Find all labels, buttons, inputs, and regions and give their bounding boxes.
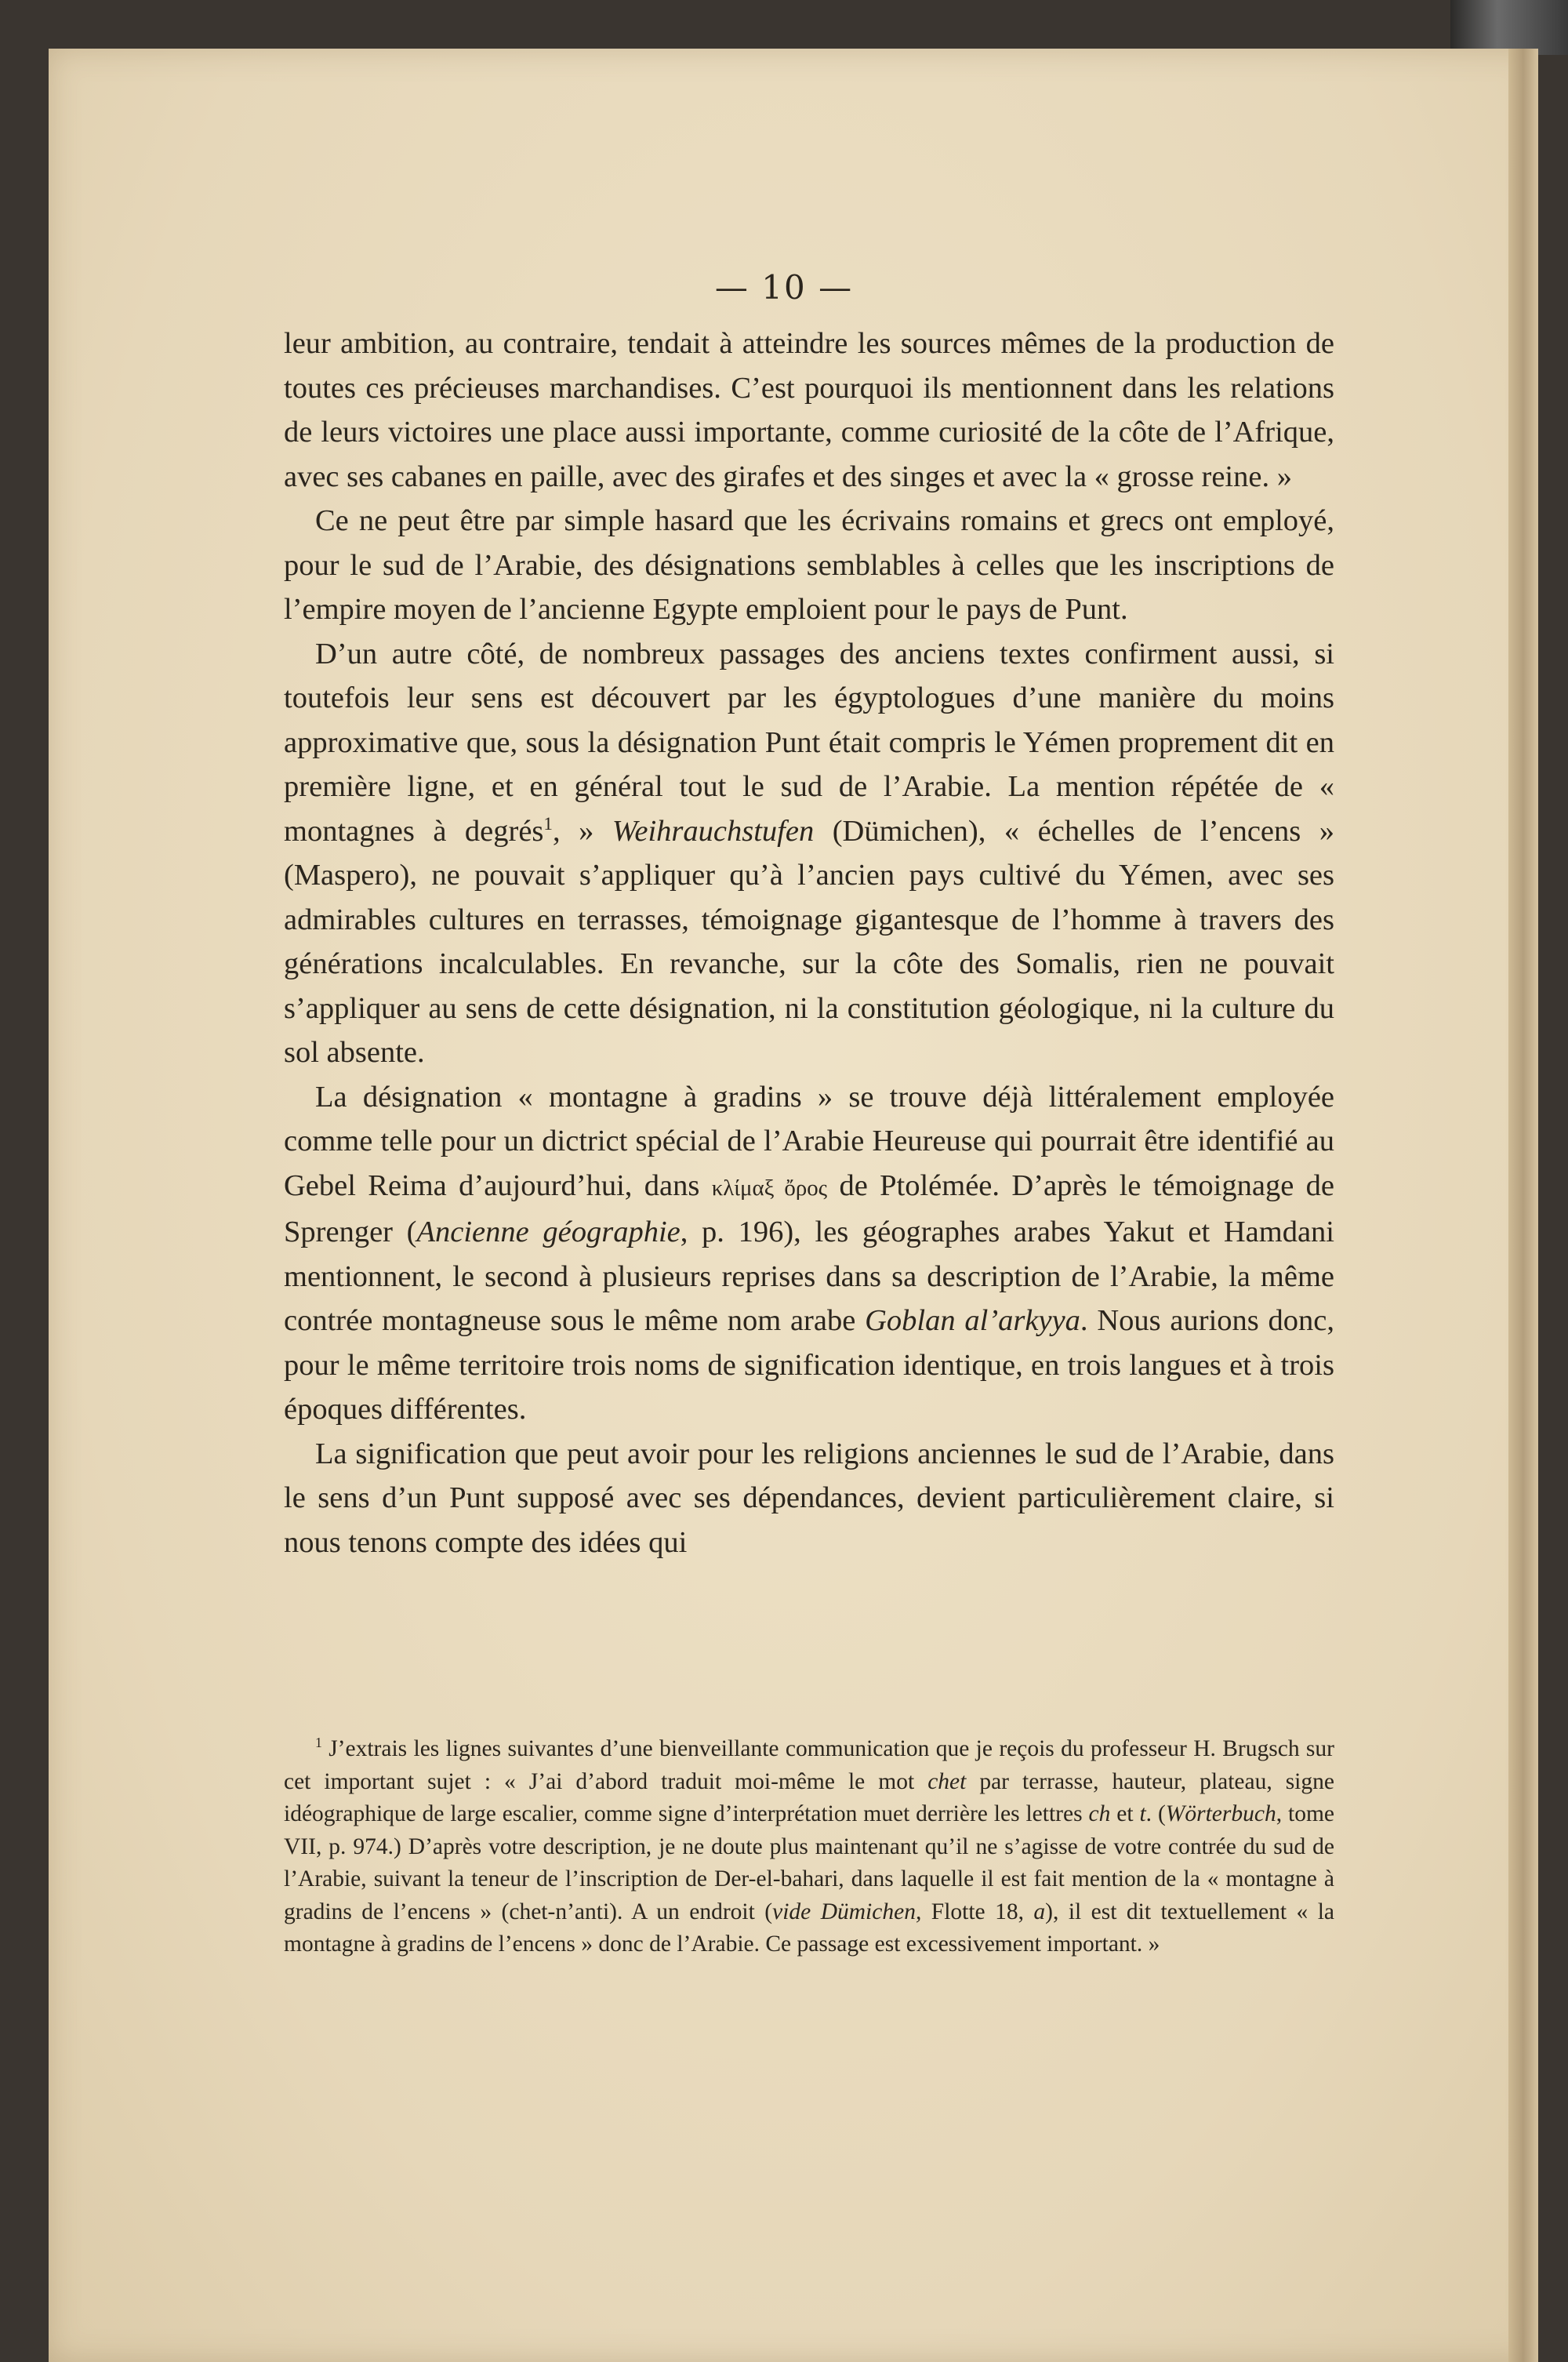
italic-run: vide Dümichen, <box>772 1899 922 1924</box>
paragraph <box>284 499 1334 632</box>
italic-run: a <box>1033 1899 1046 1924</box>
footnote <box>284 1733 1334 1961</box>
text-run: ), il est dit textuellement « la montagne à gradins de l’encens » donc de l’Arabie. Ce passage est excessivement important. » <box>284 1899 1335 1957</box>
text-run: (Dümichen), « échelles de l’encens » (Maspero), ne pouvait s’appliquer qu’à l’ancien pays cultivé du Yémen, avec ses admirables cultures en terrasses, témoignage gigantesque de l’homme à travers des générations incalculables. En revanche, sur la côte des Somalis, rien ne pouvait s’appliquer au sens de cette désignation, ni la constitution géologique, ni la culture du sol absente. <box>284 814 1335 1069</box>
scanner-background-strip <box>1450 0 1568 55</box>
italic-run: t <box>1139 1801 1146 1826</box>
text-run: J’extrais les lignes suivantes d’une bienveillante communication que je reçois du professeur H. Brugsch sur cet important sujet : « J’ai d’abord traduit moi-même le mot <box>284 1736 1334 1794</box>
text-run: La désignation « montagne à gradins » se trouve déjà littéralement employée comme telle pour un dictrict spécial de l’Arabie Heureuse qui pourrait être identifié au Gebel Reima d’aujourd’hui, dans <box>284 1080 1334 1202</box>
text-run: , p. 196), les géographes arabes Yakut et Hamdani mentionnent, le second à plusieurs reprises dans sa description de l’Arabie, la même contrée montagneuse sous le même nom arabe <box>284 1216 1334 1337</box>
paragraph <box>284 1432 1334 1565</box>
footnotes <box>284 1733 1334 1961</box>
text-run: , tome VII, p. 974.) D’après votre description, je ne doute plus maintenant qu’il ne s’agisse de votre contrée du sud de l’Arabie, suivant la teneur de l’inscription de Der-el-bahari, dans laquelle il est fait mention de la « montagne à gradins de l’encens » (chet-n’anti). A un endroit ( <box>284 1801 1334 1924</box>
footnote-marker: 1 <box>543 812 553 834</box>
italic-run: Ancienne géographie <box>416 1216 681 1248</box>
text-run: Ce ne peut être par simple hasard que les écrivains romains et grecs ont employé, pour le sud de l’Arabie, des désignations semblables à celles que les inscriptions de l’empire moyen de l’ancienne Egypte emploient pour le pays de Punt. <box>284 504 1334 626</box>
paragraph <box>284 1075 1334 1432</box>
page-number: — 10 — <box>714 268 854 307</box>
text-run: D’un autre côté, de nombreux passages des anciens textes confirment aussi, si toutefois leur sens est découvert par les égyptologues d’une manière du moins approximative que, sous la désignation Punt était compris le Yémen proprement dit en première ligne, et en général tout le sud de l’Arabie. La mention répétée de « montagnes à degrés <box>284 637 1334 848</box>
italic-run: Weihrauchstufen <box>612 814 815 848</box>
page-edge-shadow <box>1508 49 1538 2362</box>
text-run: . ( <box>1145 1801 1166 1826</box>
italic-run: Goblan al’arkyya <box>865 1304 1080 1337</box>
text-run: . Nous aurions donc, pour le même territoire trois noms de signification identique, en trois langues et à trois époques différentes. <box>284 1304 1335 1426</box>
text-run: et <box>1110 1801 1140 1826</box>
footnote-marker: 1 <box>315 1735 322 1751</box>
paragraph <box>284 322 1334 499</box>
text-run: κλίμαξ ὄρος <box>711 1175 828 1201</box>
italic-run: chet <box>927 1768 967 1794</box>
text-run: leur ambition, au contraire, tendait à atteindre les sources mêmes de la production de toutes ces précieuses marchandises. C’est pourquoi ils mentionnent dans les relations de leurs victoires une place aussi importante, comme curiosité de la côte de l’Afrique, avec ses cabanes en paille, avec des girafes et des singes et avec la « grosse reine. » <box>284 327 1334 493</box>
text-run: de Ptolémée. D’après le témoignage de Sprenger ( <box>284 1168 1334 1248</box>
italic-run: ch <box>1088 1801 1111 1826</box>
body-text <box>284 322 1334 1564</box>
text-run: , » <box>552 814 612 848</box>
italic-run: Wörterbuch <box>1165 1801 1276 1826</box>
text-run: La signification que peut avoir pour les religions anciennes le sud de l’Arabie, dans le sens d’un Punt supposé avec ses dépendances, devient particulièrement claire, si nous tenons compte des idées qui <box>284 1437 1334 1559</box>
text-run: Flotte 18, <box>921 1899 1034 1924</box>
paragraph <box>284 632 1334 1075</box>
text-run: par terrasse, hauteur, plateau, signe idéographique de large escalier, comme signe d’interprétation muet derrière les lettres <box>284 1768 1334 1826</box>
